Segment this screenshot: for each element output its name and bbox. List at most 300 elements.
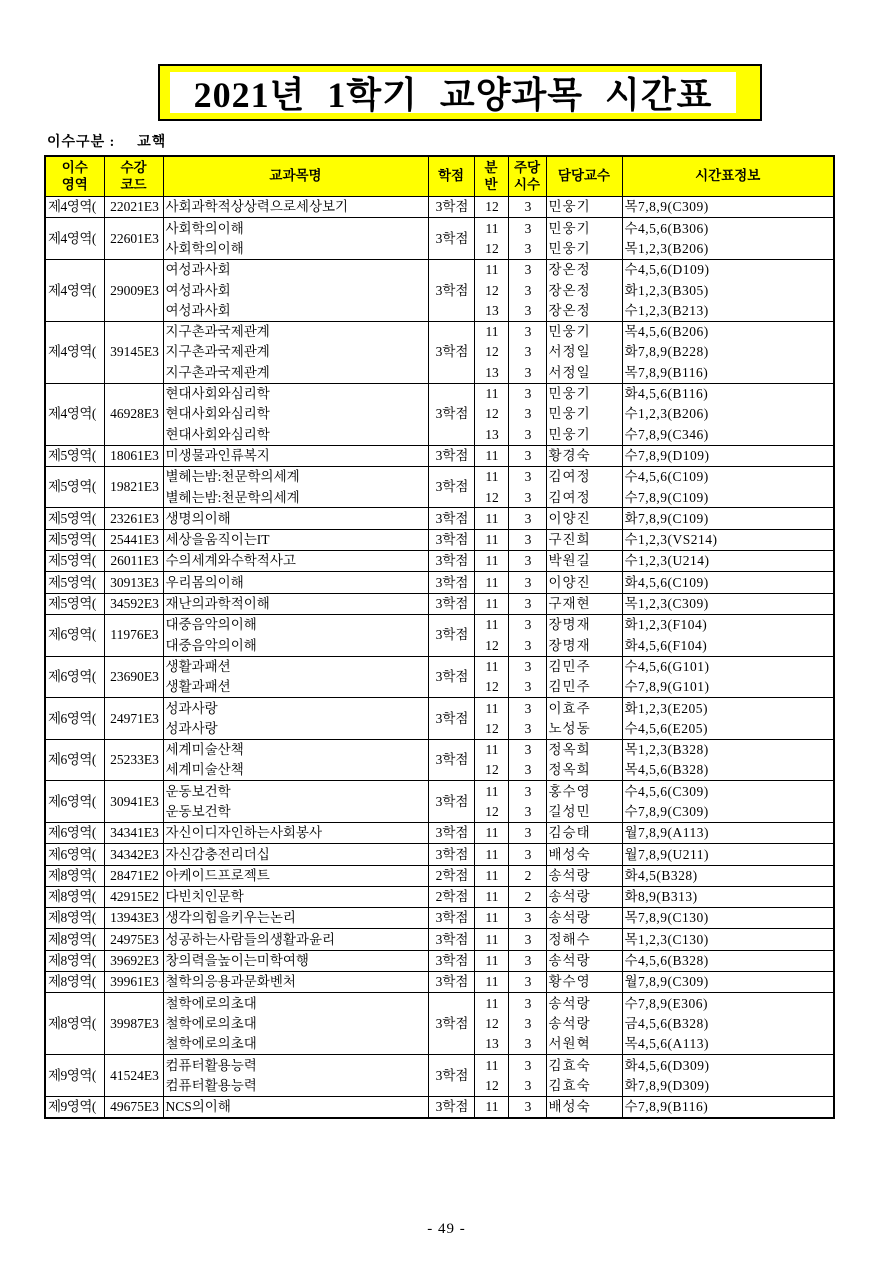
page-number: - 49 -: [427, 1221, 466, 1237]
timetable-info-cell: 화1,2,3(F104): [622, 614, 834, 635]
professor-cell: 민웅기: [546, 218, 622, 239]
timetable-info-cell: 수1,2,3(B206): [622, 404, 834, 424]
section-cell: 11: [474, 971, 508, 992]
area-cell: 제4영역(: [45, 197, 104, 218]
professor-cell: 노성동: [546, 718, 622, 739]
course-name-cell: 여성과사회: [163, 300, 428, 321]
course-name-cell: 여성과사회: [163, 280, 428, 300]
weekly-hours-cell: 3: [508, 404, 546, 424]
weekly-hours-cell: 3: [508, 300, 546, 321]
code-cell: 11976E3: [104, 614, 163, 656]
weekly-hours-cell: 3: [508, 635, 546, 656]
course-name-cell: 운동보건학: [163, 781, 428, 802]
professor-cell: 김민주: [546, 656, 622, 677]
table-row: [45, 698, 834, 719]
area-cell: 제5영역(: [45, 466, 104, 508]
code-cell: 18061E3: [104, 445, 163, 466]
area-cell: 제8영역(: [45, 971, 104, 992]
section-cell: 11: [474, 218, 508, 239]
professor-cell: 서정일: [546, 362, 622, 383]
credit-cell: 3학점: [428, 551, 474, 572]
course-name-cell: 현대사회와심리학: [163, 404, 428, 424]
section-cell: 12: [474, 635, 508, 656]
timetable-info-cell: 화4,5,6(B116): [622, 383, 834, 404]
column-header-prof: 담당교수: [546, 156, 622, 197]
section-cell: 12: [474, 239, 508, 260]
timetable-info-cell: 수4,5,6(B306): [622, 218, 834, 239]
weekly-hours-cell: 3: [508, 466, 546, 487]
area-cell: 제9영역(: [45, 1055, 104, 1097]
code-cell: 39692E3: [104, 950, 163, 971]
table-row: [45, 445, 834, 466]
section-cell: 11: [474, 656, 508, 677]
weekly-hours-cell: 3: [508, 971, 546, 992]
code-cell: 41524E3: [104, 1055, 163, 1097]
timetable-info-cell: 수1,2,3(VS214): [622, 529, 834, 550]
area-cell: 제4영역(: [45, 383, 104, 445]
area-cell: 제5영역(: [45, 551, 104, 572]
credit-cell: 3학점: [428, 781, 474, 823]
timetable-info-cell: 목4,5,6(B328): [622, 760, 834, 781]
timetable-info-cell: 목1,2,3(C309): [622, 593, 834, 614]
course-name-cell: 사회학의이해: [163, 239, 428, 260]
weekly-hours-cell: 3: [508, 529, 546, 550]
area-cell: 제5영역(: [45, 529, 104, 550]
area-cell: 제8영역(: [45, 993, 104, 1055]
code-cell: 24971E3: [104, 698, 163, 740]
area-cell: 제4영역(: [45, 218, 104, 260]
course-name-cell: 생활과패션: [163, 677, 428, 698]
credit-cell: 3학점: [428, 259, 474, 321]
course-name-cell: 별헤는밤:천문학의세계: [163, 487, 428, 508]
code-cell: 28471E2: [104, 865, 163, 886]
table-row: [45, 614, 834, 635]
professor-cell: 김효숙: [546, 1055, 622, 1076]
weekly-hours-cell: 2: [508, 886, 546, 907]
course-name-cell: 사회과학적상상력으로세상보기: [163, 197, 428, 218]
professor-cell: 김승태: [546, 822, 622, 843]
section-cell: 11: [474, 950, 508, 971]
professor-cell: 배성숙: [546, 844, 622, 865]
professor-cell: 김효숙: [546, 1075, 622, 1096]
section-cell: 11: [474, 1055, 508, 1076]
completion-line: [47, 131, 166, 151]
section-cell: 12: [474, 1075, 508, 1096]
code-cell: 34592E3: [104, 593, 163, 614]
column-header-code: 수강 코드: [104, 156, 163, 197]
code-cell: 13943E3: [104, 908, 163, 929]
weekly-hours-cell: 3: [508, 362, 546, 383]
section-cell: 11: [474, 529, 508, 550]
professor-cell: 송석랑: [546, 865, 622, 886]
course-name-cell: 미생물과인류복지: [163, 445, 428, 466]
credit-cell: 3학점: [428, 529, 474, 550]
code-cell: 26011E3: [104, 551, 163, 572]
professor-cell: 장온정: [546, 280, 622, 300]
timetable-info-cell: 화1,2,3(B305): [622, 280, 834, 300]
course-name-cell: NCS의이해: [163, 1096, 428, 1118]
section-cell: 13: [474, 362, 508, 383]
code-cell: 49675E3: [104, 1096, 163, 1118]
credit-cell: 3학점: [428, 929, 474, 950]
timetable-info-cell: 월7,8,9(C309): [622, 971, 834, 992]
weekly-hours-cell: 3: [508, 822, 546, 843]
timetable-info-cell: 목7,8,9(C309): [622, 197, 834, 218]
table-row: [45, 822, 834, 843]
section-cell: 11: [474, 993, 508, 1014]
area-cell: 제5영역(: [45, 572, 104, 593]
course-name-cell: 성공하는사람들의생활과윤리: [163, 929, 428, 950]
weekly-hours-cell: 3: [508, 239, 546, 260]
timetable-info-cell: 화4,5,6(C109): [622, 572, 834, 593]
credit-cell: 2학점: [428, 886, 474, 907]
code-cell: 34342E3: [104, 844, 163, 865]
professor-cell: 홍수영: [546, 781, 622, 802]
professor-cell: 송석랑: [546, 950, 622, 971]
professor-cell: 송석랑: [546, 886, 622, 907]
code-cell: 22601E3: [104, 218, 163, 260]
professor-cell: 민웅기: [546, 197, 622, 218]
section-cell: 12: [474, 404, 508, 424]
table-row: [45, 259, 834, 280]
code-cell: 39145E3: [104, 321, 163, 383]
course-name-cell: 우리몸의이해: [163, 572, 428, 593]
weekly-hours-cell: 3: [508, 718, 546, 739]
professor-cell: 이양진: [546, 572, 622, 593]
professor-cell: 서정일: [546, 342, 622, 362]
timetable-info-cell: 수4,5,6(B328): [622, 950, 834, 971]
credit-cell: 3학점: [428, 993, 474, 1055]
weekly-hours-cell: 3: [508, 321, 546, 342]
table-row: [45, 781, 834, 802]
weekly-hours-cell: 3: [508, 760, 546, 781]
credit-cell: 3학점: [428, 656, 474, 698]
table-row: [45, 950, 834, 971]
course-name-cell: 수의세계와수학적사고: [163, 551, 428, 572]
course-name-cell: 재난의과학적이해: [163, 593, 428, 614]
professor-cell: 민웅기: [546, 404, 622, 424]
table-row: [45, 197, 834, 218]
code-cell: 30941E3: [104, 781, 163, 823]
code-cell: 30913E3: [104, 572, 163, 593]
credit-cell: 3학점: [428, 383, 474, 445]
weekly-hours-cell: 3: [508, 698, 546, 719]
section-cell: 12: [474, 487, 508, 508]
area-cell: 제4영역(: [45, 259, 104, 321]
timetable-info-cell: 목7,8,9(B116): [622, 362, 834, 383]
timetable: [44, 155, 835, 1119]
section-cell: 11: [474, 739, 508, 760]
table-row: [45, 739, 834, 760]
weekly-hours-cell: 3: [508, 1055, 546, 1076]
section-cell: 12: [474, 1014, 508, 1034]
table-row: [45, 508, 834, 529]
professor-cell: 정해수: [546, 929, 622, 950]
section-cell: 11: [474, 466, 508, 487]
area-cell: 제6영역(: [45, 781, 104, 823]
area-cell: 제5영역(: [45, 445, 104, 466]
course-name-cell: 철학에로의초대: [163, 1014, 428, 1034]
weekly-hours-cell: 2: [508, 865, 546, 886]
course-name-cell: 자신이디자인하는사회봉사: [163, 822, 428, 843]
table-row: [45, 466, 834, 487]
credit-cell: 3학점: [428, 321, 474, 383]
credit-cell: 3학점: [428, 508, 474, 529]
section-cell: 11: [474, 822, 508, 843]
section-cell: 12: [474, 760, 508, 781]
professor-cell: 장명재: [546, 614, 622, 635]
code-cell: 39987E3: [104, 993, 163, 1055]
weekly-hours-cell: 3: [508, 508, 546, 529]
timetable-info-cell: 수1,2,3(B213): [622, 300, 834, 321]
section-cell: 12: [474, 197, 508, 218]
weekly-hours-cell: 3: [508, 259, 546, 280]
course-name-cell: 사회학의이해: [163, 218, 428, 239]
timetable-info-cell: 수4,5,6(G101): [622, 656, 834, 677]
professor-cell: 정옥희: [546, 760, 622, 781]
credit-cell: 3학점: [428, 572, 474, 593]
area-cell: 제6영역(: [45, 656, 104, 698]
table-row: [45, 971, 834, 992]
professor-cell: 민웅기: [546, 383, 622, 404]
code-cell: 46928E3: [104, 383, 163, 445]
timetable-info-cell: 수4,5,6(E205): [622, 718, 834, 739]
professor-cell: 서원혁: [546, 1034, 622, 1055]
weekly-hours-cell: 3: [508, 1014, 546, 1034]
table-header-row: [45, 156, 834, 197]
section-cell: 11: [474, 781, 508, 802]
weekly-hours-cell: 3: [508, 280, 546, 300]
course-name-cell: 컴퓨터활용능력: [163, 1055, 428, 1076]
column-header-time: 시간표정보: [622, 156, 834, 197]
title-banner: [158, 64, 762, 121]
weekly-hours-cell: 3: [508, 383, 546, 404]
section-cell: 13: [474, 1034, 508, 1055]
weekly-hours-cell: 3: [508, 197, 546, 218]
section-cell: 11: [474, 572, 508, 593]
column-header-section: 분 반: [474, 156, 508, 197]
timetable-info-cell: 수4,5,6(D109): [622, 259, 834, 280]
credit-cell: 3학점: [428, 593, 474, 614]
table-row: [45, 1055, 834, 1076]
table-row: [45, 551, 834, 572]
timetable-info-cell: 수7,8,9(E306): [622, 993, 834, 1014]
weekly-hours-cell: 3: [508, 551, 546, 572]
table-row: [45, 529, 834, 550]
code-cell: 23261E3: [104, 508, 163, 529]
code-cell: 25441E3: [104, 529, 163, 550]
area-cell: 제6영역(: [45, 698, 104, 740]
timetable-info-cell: 목1,2,3(C130): [622, 929, 834, 950]
section-cell: 11: [474, 908, 508, 929]
credit-cell: 3학점: [428, 844, 474, 865]
professor-cell: 민웅기: [546, 239, 622, 260]
timetable-info-cell: 수4,5,6(C309): [622, 781, 834, 802]
timetable-info-cell: 목1,2,3(B206): [622, 239, 834, 260]
professor-cell: 김여정: [546, 466, 622, 487]
course-name-cell: 지구촌과국제관계: [163, 321, 428, 342]
completion-value: 교핵: [137, 135, 167, 150]
weekly-hours-cell: 3: [508, 342, 546, 362]
credit-cell: 3학점: [428, 950, 474, 971]
weekly-hours-cell: 3: [508, 1075, 546, 1096]
timetable-info-cell: 금4,5,6(B328): [622, 1014, 834, 1034]
column-header-name: 교과목명: [163, 156, 428, 197]
course-name-cell: 생활과패션: [163, 656, 428, 677]
code-cell: 19821E3: [104, 466, 163, 508]
course-name-cell: 컴퓨터활용능력: [163, 1075, 428, 1096]
weekly-hours-cell: 3: [508, 844, 546, 865]
course-name-cell: 현대사회와심리학: [163, 383, 428, 404]
professor-cell: 송석랑: [546, 908, 622, 929]
weekly-hours-cell: 3: [508, 487, 546, 508]
weekly-hours-cell: 3: [508, 445, 546, 466]
course-name-cell: 성과사랑: [163, 718, 428, 739]
area-cell: 제9영역(: [45, 1096, 104, 1118]
code-cell: 39961E3: [104, 971, 163, 992]
section-cell: 12: [474, 718, 508, 739]
professor-cell: 장온정: [546, 300, 622, 321]
area-cell: 제8영역(: [45, 886, 104, 907]
section-cell: 12: [474, 677, 508, 698]
area-cell: 제8영역(: [45, 950, 104, 971]
timetable-info-cell: 수7,8,9(G101): [622, 677, 834, 698]
timetable-info-cell: 화4,5(B328): [622, 865, 834, 886]
professor-cell: 민웅기: [546, 321, 622, 342]
course-name-cell: 지구촌과국제관계: [163, 342, 428, 362]
timetable-info-cell: 화7,8,9(D309): [622, 1075, 834, 1096]
credit-cell: 3학점: [428, 466, 474, 508]
timetable-info-cell: 화7,8,9(C109): [622, 508, 834, 529]
area-cell: 제8영역(: [45, 865, 104, 886]
weekly-hours-cell: 3: [508, 908, 546, 929]
section-cell: 11: [474, 551, 508, 572]
credit-cell: 3학점: [428, 971, 474, 992]
professor-cell: 정옥희: [546, 739, 622, 760]
weekly-hours-cell: 3: [508, 993, 546, 1014]
table-row: [45, 321, 834, 342]
course-name-cell: 별헤는밤:천문학의세계: [163, 466, 428, 487]
section-cell: 13: [474, 424, 508, 445]
timetable-info-cell: 화4,5,6(D309): [622, 1055, 834, 1076]
code-cell: 25233E3: [104, 739, 163, 781]
professor-cell: 구재현: [546, 593, 622, 614]
column-header-credit: 학점: [428, 156, 474, 197]
course-name-cell: 철학에로의초대: [163, 993, 428, 1014]
course-name-cell: 지구촌과국제관계: [163, 362, 428, 383]
table-row: [45, 383, 834, 404]
area-cell: 제6영역(: [45, 844, 104, 865]
timetable-info-cell: 수4,5,6(C109): [622, 466, 834, 487]
table-row: [45, 908, 834, 929]
section-cell: 11: [474, 698, 508, 719]
page-title: 2021년 1학기 교양과목 시간표: [170, 72, 736, 113]
course-name-cell: 철학에로의초대: [163, 1034, 428, 1055]
table-row: [45, 865, 834, 886]
timetable-info-cell: 화1,2,3(E205): [622, 698, 834, 719]
column-header-area: 이수 영역: [45, 156, 104, 197]
credit-cell: 3학점: [428, 218, 474, 260]
code-cell: 34341E3: [104, 822, 163, 843]
area-cell: 제6영역(: [45, 739, 104, 781]
section-cell: 11: [474, 259, 508, 280]
course-name-cell: 생명의이해: [163, 508, 428, 529]
course-name-cell: 다빈치인문학: [163, 886, 428, 907]
table-row: [45, 593, 834, 614]
table-row: [45, 572, 834, 593]
table-row: [45, 656, 834, 677]
code-cell: 42915E2: [104, 886, 163, 907]
course-name-cell: 세상을움직이는IT: [163, 529, 428, 550]
professor-cell: 황수영: [546, 971, 622, 992]
area-cell: 제6영역(: [45, 822, 104, 843]
course-name-cell: 자신감충전리더십: [163, 844, 428, 865]
table-row: [45, 886, 834, 907]
table-row: [45, 929, 834, 950]
professor-cell: 장명재: [546, 635, 622, 656]
course-name-cell: 세계미술산책: [163, 760, 428, 781]
course-name-cell: 운동보건학: [163, 802, 428, 823]
table-row: [45, 1096, 834, 1118]
credit-cell: 3학점: [428, 197, 474, 218]
section-cell: 11: [474, 929, 508, 950]
course-name-cell: 대중음악의이해: [163, 614, 428, 635]
weekly-hours-cell: 3: [508, 218, 546, 239]
professor-cell: 김여정: [546, 487, 622, 508]
course-name-cell: 아케이드프로젝트: [163, 865, 428, 886]
timetable-info-cell: 화4,5,6(F104): [622, 635, 834, 656]
timetable-info-cell: 수7,8,9(B116): [622, 1096, 834, 1118]
timetable-info-cell: 월7,8,9(U211): [622, 844, 834, 865]
section-cell: 13: [474, 300, 508, 321]
section-cell: 11: [474, 844, 508, 865]
professor-cell: 송석랑: [546, 993, 622, 1014]
code-cell: 29009E3: [104, 259, 163, 321]
section-cell: 11: [474, 614, 508, 635]
course-name-cell: 대중음악의이해: [163, 635, 428, 656]
timetable-info-cell: 월7,8,9(A113): [622, 822, 834, 843]
credit-cell: 3학점: [428, 445, 474, 466]
weekly-hours-cell: 3: [508, 572, 546, 593]
credit-cell: 3학점: [428, 614, 474, 656]
course-name-cell: 현대사회와심리학: [163, 424, 428, 445]
weekly-hours-cell: 3: [508, 1034, 546, 1055]
professor-cell: 이양진: [546, 508, 622, 529]
timetable-info-cell: 화7,8,9(B228): [622, 342, 834, 362]
course-name-cell: 생각의힘을키우는논리: [163, 908, 428, 929]
weekly-hours-cell: 3: [508, 593, 546, 614]
section-cell: 11: [474, 445, 508, 466]
timetable-info-cell: 목7,8,9(C130): [622, 908, 834, 929]
credit-cell: 3학점: [428, 822, 474, 843]
table-row: [45, 218, 834, 239]
professor-cell: 장온정: [546, 259, 622, 280]
weekly-hours-cell: 3: [508, 424, 546, 445]
code-cell: 24975E3: [104, 929, 163, 950]
credit-cell: 2학점: [428, 865, 474, 886]
professor-cell: 박원길: [546, 551, 622, 572]
section-cell: 11: [474, 508, 508, 529]
timetable-info-cell: 목4,5,6(A113): [622, 1034, 834, 1055]
weekly-hours-cell: 3: [508, 656, 546, 677]
professor-cell: 구진희: [546, 529, 622, 550]
section-cell: 11: [474, 593, 508, 614]
area-cell: 제8영역(: [45, 929, 104, 950]
section-cell: 12: [474, 342, 508, 362]
timetable-info-cell: 목1,2,3(B328): [622, 739, 834, 760]
area-cell: 제6영역(: [45, 614, 104, 656]
credit-cell: 3학점: [428, 739, 474, 781]
